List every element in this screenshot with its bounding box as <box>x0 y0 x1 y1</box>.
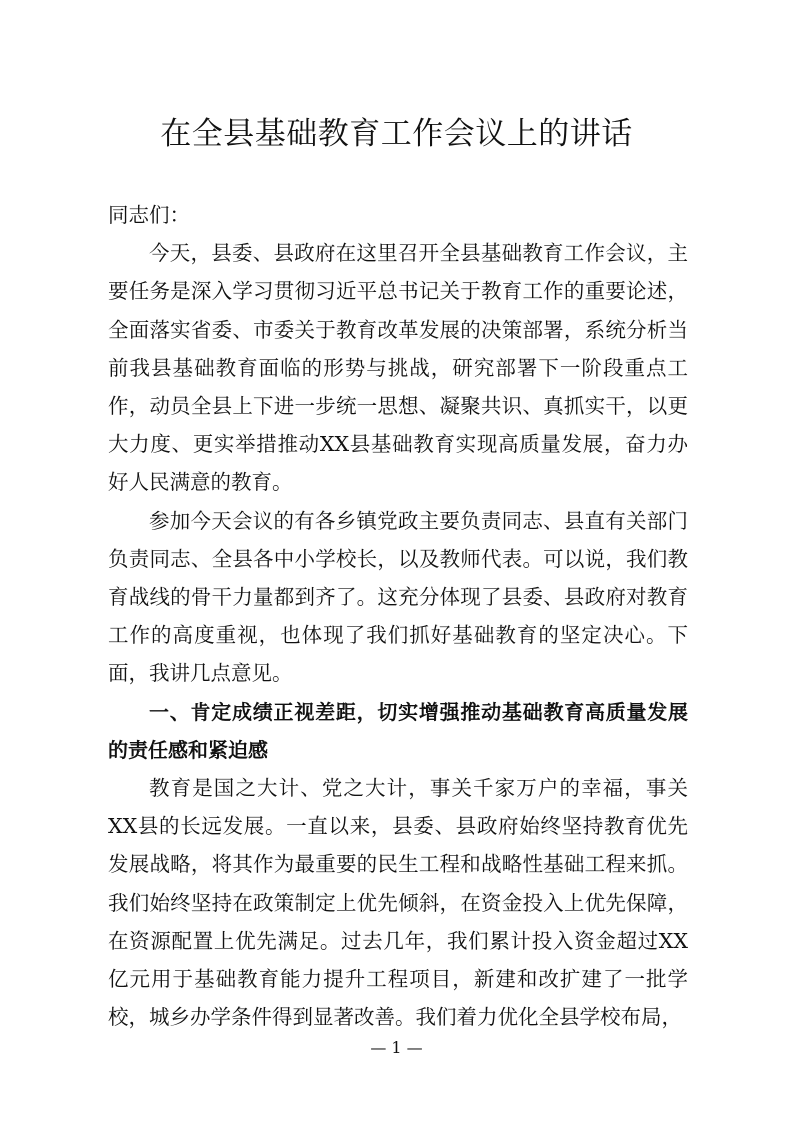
paragraph-opening: 今天，县委、县政府在这里召开全县基础教育工作会议，主要任务是深入学习贯彻习近平总书记关于教育工作的重要论述，全面落实省委、市委关于教育改革发展的决策部署，系统分析当前我县基础教育面临的形势与挑战，研究部署下一阶段重点工作，动员全县上下进一步统一思想、凝聚共识、真抓实干，以更大力度、更实举措推动XX县基础教育实现高质量发展，奋力办好人民满意的教育。 <box>108 241 688 495</box>
salutation: 同志们： <box>108 203 190 227</box>
document-body <box>108 196 688 1036</box>
section-heading: 一、肯定成绩正视差距，切实增强推动基础教育高质量发展的责任感和紧迫感 <box>108 699 688 762</box>
paragraph-section-one: 教育是国之大计、党之大计，事关千家万户的幸福，事关XX县的长远发展。一直以来，县委、县政府始终坚持教育优先发展战略，将其作为最重要的民生工程和战略性基础工程来抓。我们始终坚持在政策制定上优先倾斜，在资金投入上优先保障，在资源配置上优先满足。过去几年，我们累计投入资金超过XX亿元用于基础教育能力提升工程项目，新建和改扩建了一批学校，城乡办学条件得到显著改善。我们着力优化全县学校布局， <box>108 776 688 1030</box>
paragraph-attendees: 参加今天会议的有各乡镇党政主要负责同志、县直有关部门负责同志、全县各中小学校长，以及教师代表。可以说，我们教育战线的骨干力量都到齐了。这充分体现了县委、县政府对教育工作的高度重视，也体现了我们抓好基础教育的坚定决心。下面，我讲几点意见。 <box>108 508 688 686</box>
document-title: 在全县基础教育工作会议上的讲话 <box>160 116 633 152</box>
page-number: — 1 — <box>370 1038 423 1057</box>
